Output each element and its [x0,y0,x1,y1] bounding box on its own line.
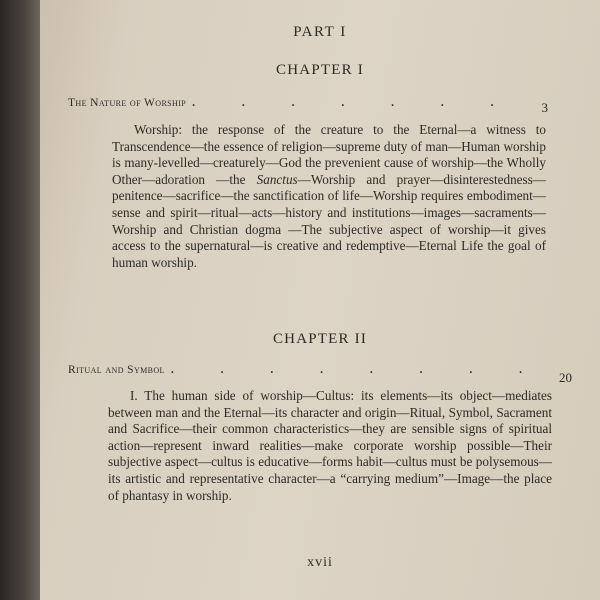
chapter-2-title: Ritual and Symbol [68,364,165,376]
sanctus-italic: Sanctus [256,171,298,187]
chapter-2-entry [68,364,558,376]
folio-page-number: xvii [307,555,333,570]
chapter-2-heading: CHAPTER II [272,331,368,347]
chapter-1-entry [68,97,558,109]
chapter-2-page-number: 20 [559,370,572,385]
part-heading: PART I [293,24,347,40]
book-page [40,0,600,600]
chapter-1-title: The Nature of Worship [68,97,187,109]
chapter-2-summary: I. The human side of worship—Cultus: its elements—its object—mediates between man and the Eternal—its character and origin—Ritual, Symbol, Sacrament and Sacrifice—their common characteristics—they are sensible signs of spiritual action—represent inward realities—make corporate worship possible—Their subjective aspect—cultus is educative—forms habit—cultus must be polysemous—its artistic and representative character—a “carrying medium”—Image—the place of phantasy in worship. [108,388,552,503]
chapter-1-page-number: 3 [541,100,548,115]
chapter-2-leader-dots: . . . . . . . . [170,364,544,376]
chapter-1-leader-dots: . . . . . . . [192,97,516,109]
chapter-1-heading: CHAPTER I [276,62,364,78]
chapter-1-summary: Worship: the response of the creature to the Eternal—a witness to Transcendence—the essence of religion—supreme duty of man—Human worship is many-levelled—creaturely—God the prevenient cause of worship—the Wholly Other—adoration —the Sanctus—Worship and prayer—disinterestedness—penitence—sacrifice—the sanctification of life—Worship requires embodiment—sense and spirit—ritual—acts—history and institutions—images—sacraments—Worship and Christian dogma —The subjective aspect of worship—it gives access to the supernatural—is creative and redemptive—Eternal Life the goal of human worship. [112,122,546,270]
